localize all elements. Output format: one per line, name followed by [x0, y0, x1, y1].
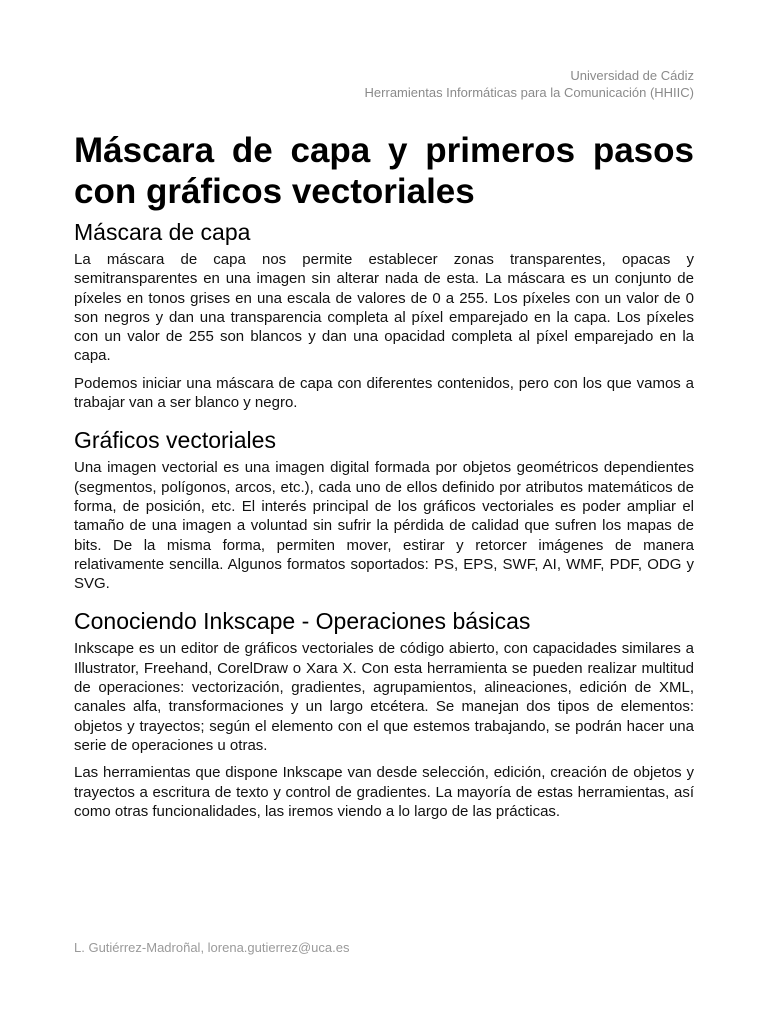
section-paragraph: Las herramientas que dispone Inkscape van desde selección, edición, creación de objetos y trayectos a escritura de texto y control de gradientes. La mayoría de estas herramientas, así como otras funcionalidades, las iremos viendo a lo largo de las prácticas. [74, 764, 694, 820]
section-heading: Conociendo Inkscape - Operaciones básicas [74, 608, 531, 635]
header-institution: Universidad de Cádiz [570, 68, 694, 83]
section-graficos-vectoriales [74, 426, 694, 593]
page-header [365, 67, 694, 101]
section-paragraph: Una imagen vectorial es una imagen digital formada por objetos geométricos dependientes (segmentos, polígonos, arcos, etc.), cada uno de ellos definido por atributos matemáticos de forma, de posición, etc. El interés principal de los gráficos vectoriales es poder ampliar el tamaño de una imagen a voluntad sin sufrir la pérdida de calidad que sufren los mapas de bits. De la misma forma, permiten mover, estirar y retorcer imágenes de manera relativamente sencilla. Algunos formatos soportados: PS, EPS, SWF, AI, WMF, PDF, ODG y SVG. [74, 459, 694, 593]
document-title: Máscara de capa y primeros pasos con gráficos vectoriales [74, 131, 694, 211]
section-mascara-de-capa [74, 218, 694, 412]
section-conociendo-inkscape [74, 607, 694, 821]
section-heading: Gráficos vectoriales [74, 427, 276, 454]
page-footer [74, 939, 350, 956]
header-course: Herramientas Informáticas para la Comunicación (HHIIC) [364, 85, 694, 100]
document-page [74, 0, 694, 1024]
section-paragraph: La máscara de capa nos permite establecer zonas transparentes, opacas y semitransparentes en una imagen sin alterar nada de esta. La máscara es un conjunto de píxeles en tonos grises en una escala de valores de 0 a 255. Los píxeles con un valor de 0 son negros y dan una transparencia completa al píxel emparejado en la capa. Los píxeles con un valor de 255 son blancos y dan una opacidad completa al píxel emparejado en la capa. [74, 251, 694, 365]
section-paragraph: Inkscape es un editor de gráficos vectoriales de código abierto, con capacidades similares a Illustrator, Freehand, CorelDraw o Xara X. Con esta herramienta se pueden realizar multitud de operaciones: vectorización, gradientes, agrupamientos, alineaciones, edición de XML, canales alfa, transformaciones y un largo etcétera. Se manejan dos tipos de elementos: objetos y trayectos; según el elemento con el que estemos trabajando, se podrán hacer una serie de operaciones u otras. [74, 640, 694, 754]
document-body [74, 218, 694, 835]
footer-author-contact: L. Gutiérrez-Madroñal, lorena.gutierrez@uca.es [74, 940, 350, 955]
section-heading: Máscara de capa [74, 219, 251, 245]
section-paragraph: Podemos iniciar una máscara de capa con diferentes contenidos, pero con los que vamos a trabajar van a ser blanco y negro. [74, 374, 694, 412]
